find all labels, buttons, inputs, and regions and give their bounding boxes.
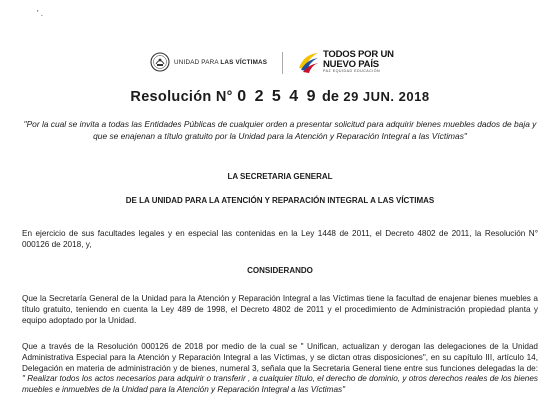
- heading-secretaria: LA SECRETARIA GENERAL: [227, 172, 333, 181]
- header-logos: [0, 50, 560, 80]
- unidad-logo-prefix: UNIDAD PARA: [174, 58, 221, 66]
- todos-por-un-nuevo-pais-logo: [296, 50, 394, 74]
- resolution-date: 29 JUN. 2018: [343, 89, 430, 104]
- resolution-title: [0, 88, 560, 106]
- logo-divider: [282, 52, 283, 74]
- unidad-logo-bold: LAS VÍCTIMAS: [220, 58, 268, 66]
- heading-unidad: DE LA UNIDAD PARA LA ATENCIÓN Y REPARACIÓN INTEGRAL A LAS VÍCTIMAS: [125, 196, 435, 205]
- logo-line3: PAZ EQUIDAD EDUCACIÓN: [323, 69, 381, 74]
- paragraph-facultad-enajenar: Que la Secretaría General de la Unidad para la Atención y Reparación Integral a las Víctimas tiene la facultad de enajenar bienes muebles a título gratuito, teniendo en cuenta la Ley 489 de 1998, el Decreto 4802 de 2011 y el procedimiento de Administración propiedad planta y equipo adoptado por la Unidad.: [22, 294, 538, 325]
- logo-line1: TODOS POR UN: [323, 49, 394, 61]
- resolution-number: 0 2 5 4 9: [237, 88, 318, 105]
- resolution-connector: de: [321, 89, 339, 105]
- unidad-logo-text: [174, 59, 267, 66]
- heading-considerando: CONSIDERANDO: [247, 266, 313, 275]
- unidad-victimas-logo: [150, 52, 267, 72]
- resolution-label: Resolución N°: [130, 89, 233, 105]
- paragraph-facultades: En ejercicio de sus facultades legales y en especial las contenidas en la Ley 1448 de 2011, el Decreto 4802 de 2011, la Resolución N° 000126 de 2018, y,: [22, 229, 538, 249]
- logo-words: [323, 50, 394, 74]
- paragraph-delegacion: [22, 342, 538, 396]
- resolution-summary: "Por la cual se invita a todas las Entidades Públicas de cualquier orden a presentar solicitud para adquirir bienes muebles dados de baja y que se enajenan a título gratuito por la Unidad para la Atención y Reparación Integral a las Víctimas": [23, 119, 537, 141]
- tricolor-swoosh-icon: [296, 50, 320, 74]
- paragraph-delegacion-text: Que a través de la Resolución 000126 de 2018 por medio de la cual se " Unifican, actualizan y derogan las delegaciones de la Unidad Administrativa Especial para la Atención y Reparación Integral a las Víctimas, y se dictan otras disposiciones", en su capítulo III, artículo 14, Delegación en materia de administración y de bienes, numeral 3, señala que la Secretaria General tiene entre sus funciones delegadas la de:: [22, 342, 538, 373]
- paragraph-delegacion-quote: " Realizar todos los actos necesarios para adquirir o transferir , a cualquier título, el derecho de dominio, y otros derechos reales de los bienes muebles e inmuebles de la Unidad para la Atención y Reparación Integral a las Víctimas": [22, 374, 538, 395]
- scan-mark: ' .: [37, 9, 43, 18]
- logo-line2: NUEVO PAÍS: [323, 58, 379, 70]
- colombia-seal-icon: [150, 52, 170, 72]
